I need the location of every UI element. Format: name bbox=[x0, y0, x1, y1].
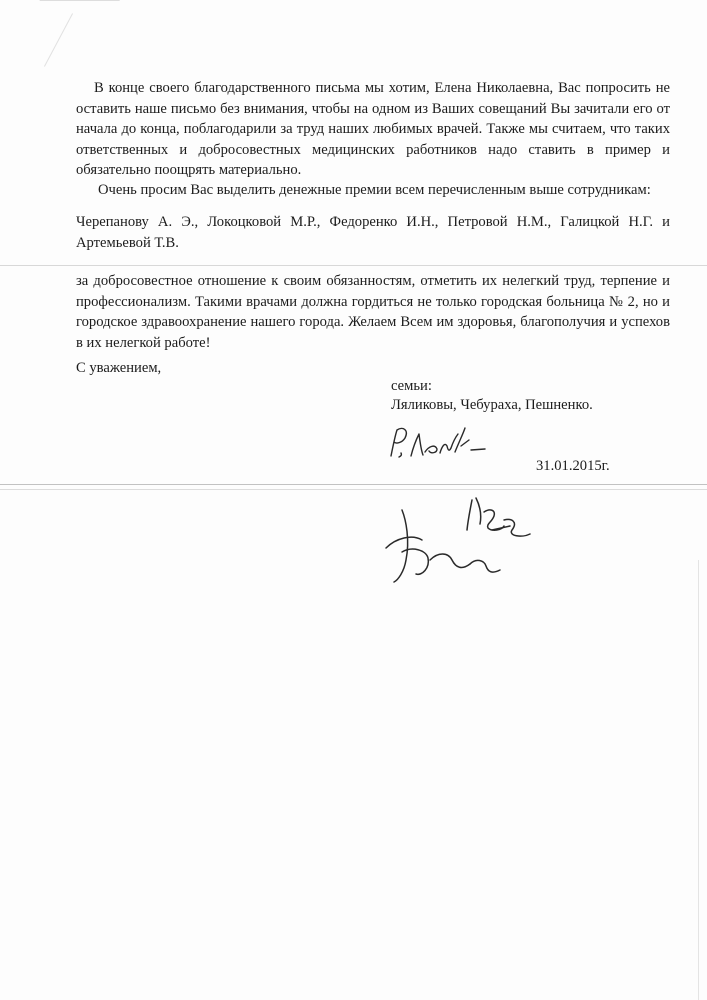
scan-artifact-line bbox=[0, 265, 707, 266]
letter-closing: С уважением, bbox=[76, 360, 162, 376]
letter-paragraph-request: В конце своего благодарственного письма мы хотим, Елена Николаевна, Вас попросить не оставить наше письмо без внимания, чтобы на одном из Ваших совещаний Вы зачитали его от начала до конца, поблагодарили за труд наших любимых врачей. Также мы считаем, что таких ответственных и добросовестных медицинских работников надо ставить в пример и обязательно поощрять материально. bbox=[76, 80, 670, 178]
signers-names: Ляликовы, Чебураха, Пешненко. bbox=[391, 397, 593, 413]
handwritten-signature bbox=[372, 490, 552, 590]
scan-artifact-edge bbox=[698, 560, 699, 1000]
letter-paragraph-staff-list: Черепанову А. Э., Локоцковой М.Р., Федоренко И.Н., Петровой Н.М., Галицкой Н.Г. и Артемьевой Т.В. bbox=[76, 214, 670, 251]
letter-date: 31.01.2015г. bbox=[536, 458, 610, 474]
handwritten-signature bbox=[385, 422, 490, 464]
scan-artifact-line bbox=[0, 484, 707, 485]
letter-paragraph-gratitude: за добросовестное отношение к своим обязанностям, отметить их нелегкий труд, терпение и профессионализм. Такими врачами должна гордиться не только городская больница № 2, но и городское здравоохранение нашего города. Желаем Всем им здоровья, благополучия и успехов в их нелегкой работе! bbox=[76, 273, 670, 351]
signers-label: семьи: bbox=[391, 378, 432, 394]
signers-block bbox=[391, 377, 593, 415]
letter-paragraph-bonus: Очень просим Вас выделить денежные премии всем перечисленным выше сотрудникам: bbox=[98, 182, 651, 198]
scan-artifact-line bbox=[0, 489, 707, 490]
